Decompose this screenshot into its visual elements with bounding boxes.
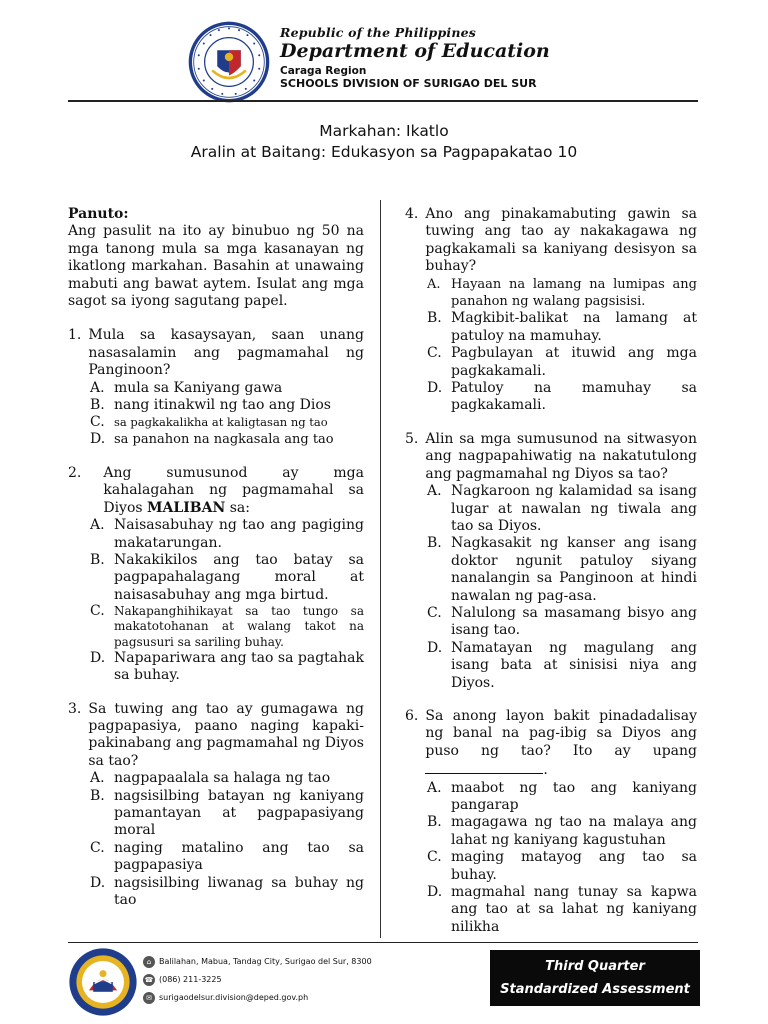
option-d [427, 884, 697, 936]
option-text: nagpapaalala sa halaga ng tao [114, 770, 331, 787]
option-text: Magkibit-balikat na lamang at patuloy na mamuhay. [451, 310, 697, 344]
option-text: Pagbulayan at ituwid ang mga pagkakamali. [451, 345, 697, 379]
right-column [405, 206, 697, 952]
option-letter: B. [427, 310, 442, 327]
option-letter: A. [90, 379, 105, 396]
option-d [90, 875, 364, 910]
options-list [68, 517, 364, 684]
option-d [90, 650, 364, 685]
contact-info [143, 953, 372, 1007]
option-b [90, 788, 364, 840]
option-letter: B. [427, 814, 442, 831]
option-a [90, 770, 364, 787]
option-c [90, 604, 364, 650]
option-letter: A. [90, 517, 105, 534]
question-text-part: Ang sumusunod ay mga kahalagahan ng pagmamahal sa Diyos [103, 464, 364, 516]
option-text: nagsisilbing liwanag sa buhay ng tao [114, 874, 364, 909]
option-d [427, 380, 697, 415]
option-text: naging matalino ang tao sa pagpapasiya [114, 839, 364, 874]
question-stem [405, 206, 697, 276]
question-text-part: . [543, 762, 548, 779]
question-stem [68, 465, 364, 517]
option-text: magmahal nang tunay sa kapwa ang tao at sa lahat ng kaniyang nilikha [451, 884, 697, 935]
option-letter: D. [90, 649, 106, 666]
option-b [90, 552, 364, 604]
option-text: Nakapanghihikayat sa tao tungo sa makatotohanan at walang takot na pagsusuri sa sariling buhay. [114, 604, 364, 649]
options-list [68, 770, 364, 909]
option-letter: D. [90, 431, 106, 448]
options-list [405, 276, 697, 415]
email-icon: ✉ [143, 992, 155, 1004]
options-list [405, 483, 697, 692]
left-column [68, 206, 364, 925]
question-text [425, 708, 697, 780]
badge-line-2: Standardized Assessment [500, 982, 690, 997]
option-letter: C. [90, 603, 105, 620]
option-letter: C. [427, 604, 442, 621]
question-number: 5. [405, 430, 419, 447]
email-row [143, 989, 372, 1007]
question-1 [68, 327, 364, 448]
option-letter: B. [427, 535, 442, 552]
region-label: Caraga Region [280, 65, 367, 77]
option-b [427, 814, 697, 849]
question-6 [405, 708, 697, 936]
quarter-title: Markahan: Ikatlo [319, 122, 449, 140]
options-list [68, 380, 364, 449]
option-letter: D. [427, 639, 443, 656]
option-text: magagawa ng tao na malaya ang lahat ng kaniyang kagustuhan [451, 814, 697, 848]
question-text-part: Sa anong layon bakit pinadadalisay ng banal na pag-ibig sa Diyos ang puso ng tao? Ito ay upang [425, 707, 697, 759]
option-letter: D. [427, 380, 443, 397]
option-letter: A. [427, 276, 441, 292]
option-letter: C. [427, 849, 442, 866]
option-a [427, 780, 697, 815]
question-text [103, 465, 364, 517]
email-text: surigaodelsur.division@deped.gov.ph [159, 993, 309, 1002]
division-label: SCHOOLS DIVISION OF SURIGAO DEL SUR [280, 77, 537, 90]
question-stem [68, 327, 364, 379]
question-5 [405, 431, 697, 692]
option-a [90, 380, 364, 397]
option-letter: A. [427, 483, 442, 500]
option-letter: A. [90, 770, 105, 787]
phone-row [143, 971, 372, 989]
question-number: 1. [68, 327, 82, 344]
option-c [427, 605, 697, 640]
question-text: Mula sa kasaysayan, saan unang nasasalamin ang pagmamahal ng Panginoon? [88, 327, 364, 379]
option-letter: D. [427, 884, 443, 901]
option-d [427, 640, 697, 692]
question-stem [68, 701, 364, 771]
question-number: 3. [68, 700, 82, 717]
department-heading: Department of Education [280, 40, 550, 62]
option-text: maging matayog ang tao sa buhay. [451, 849, 697, 883]
option-text: nagsisilbing batayan ng kaniyang pamantayan at pagpapasiyang moral [114, 787, 364, 839]
option-text: Nagkasakit ng kanser ang isang doktor ngunit patuloy siyang nanalangin sa Panginoon at hindi nawalan ng pag-asa. [451, 535, 697, 604]
option-text: Patuloy na mamuhay sa pagkakamali. [451, 380, 697, 414]
option-c [90, 414, 364, 431]
option-c [427, 849, 697, 884]
option-text: Nagkaroon ng kalamidad sa isang lugar at nawalan ng tiwala ang tao sa Diyos. [451, 483, 697, 534]
question-3 [68, 701, 364, 910]
option-text: Nalulong sa masamang bisyo ang isang tao. [451, 604, 697, 639]
question-number: 6. [405, 707, 419, 724]
badge-line-1: Third Quarter [545, 959, 645, 974]
subject-title: Aralin at Baitang: Edukasyon sa Pagpapakatao 10 [190, 143, 578, 161]
option-letter: C. [90, 839, 105, 856]
column-divider [380, 200, 381, 938]
question-number: 2. [68, 464, 82, 481]
option-text: sa pagkakalikha at kaligtasan ng tao [114, 415, 328, 430]
question-stem [405, 431, 697, 483]
question-emphasis: MALIBAN [147, 499, 226, 516]
letterhead [280, 25, 600, 90]
option-text: Nakakikilos ang tao batay sa pagpapahalagang moral at naisasabuhay ang mga birtud. [114, 551, 364, 603]
phone-icon: ☎ [144, 976, 154, 984]
address-text: Balilahan, Mabua, Tandag City, Surigao del Sur, 8300 [159, 957, 372, 966]
exam-title [0, 121, 768, 163]
republic-heading: Republic of the Philippines [280, 25, 477, 40]
option-letter: C. [90, 414, 105, 431]
option-a [427, 276, 697, 311]
division-seal-logo [68, 947, 138, 1017]
option-text: maabot ng tao ang kaniyang pangarap [451, 779, 697, 813]
option-text: Namatayan ng magulang ang isang bata at sinisisi niya ang Diyos. [451, 639, 697, 691]
option-letter: D. [90, 874, 106, 891]
option-letter: B. [90, 787, 105, 804]
option-text: Hayaan na lamang na lumipas ang panahon ng walang pagsisisi. [451, 276, 697, 310]
option-text: Naisasabuhay ng tao ang pagiging makatarungan. [114, 517, 364, 551]
address-row [143, 953, 372, 971]
option-b [427, 310, 697, 345]
option-letter: B. [90, 551, 105, 568]
option-d [90, 431, 364, 448]
instructions-text: Ang pasulit na ito ay binubuo ng 50 na mga tanong mula sa mga kasanayan ng ikatlong markahan. Basahin at unawaing mabuti ang bawat aytem. Isulat ang mga sagot sa iyong sagutang papel. [68, 223, 364, 310]
option-letter: C. [427, 345, 442, 362]
instructions-label: Panuto: [68, 206, 129, 222]
question-text-part: sa: [225, 499, 250, 516]
option-a [427, 483, 697, 535]
deped-seal-logo [187, 20, 271, 104]
option-text: Napapariwara ang tao sa pagtahak sa buhay. [114, 649, 364, 684]
question-4 [405, 206, 697, 415]
assessment-badge [490, 950, 700, 1006]
question-text: Ano ang pinakamabuting gawin sa tuwing ang tao ay nakakagawa ng pagkakamali sa kaniyang desisyon sa buhay? [425, 206, 697, 275]
options-list [405, 780, 697, 937]
phone-text: (086) 211-3225 [159, 975, 222, 984]
option-b [90, 397, 364, 414]
option-c [427, 345, 697, 380]
option-b [427, 535, 697, 605]
question-number: 4. [405, 206, 419, 222]
question-text: Sa tuwing ang tao ay gumagawa ng pagpapasiya, paano naging kapaki-pakinabang ang pagmamahal ng Diyos sa tao? [88, 700, 364, 769]
footer-divider [68, 942, 698, 943]
option-c [90, 840, 364, 875]
location-icon: ⌂ [143, 956, 155, 968]
option-letter: B. [90, 397, 105, 414]
option-text: mula sa Kaniyang gawa [114, 379, 283, 396]
question-2 [68, 465, 364, 685]
option-letter: A. [427, 779, 442, 796]
option-a [90, 517, 364, 552]
answer-blank [425, 760, 543, 774]
option-text: nang itinakwil ng tao ang Dios [114, 397, 331, 414]
question-stem [405, 708, 697, 780]
option-text: sa panahon na nagkasala ang tao [114, 432, 334, 448]
question-text: Alin sa mga sumusunod na sitwasyon ang nagpapahiwatig na nakatutulong ang pagmamahal ng Diyos sa tao? [425, 430, 697, 482]
header-divider [68, 100, 698, 102]
